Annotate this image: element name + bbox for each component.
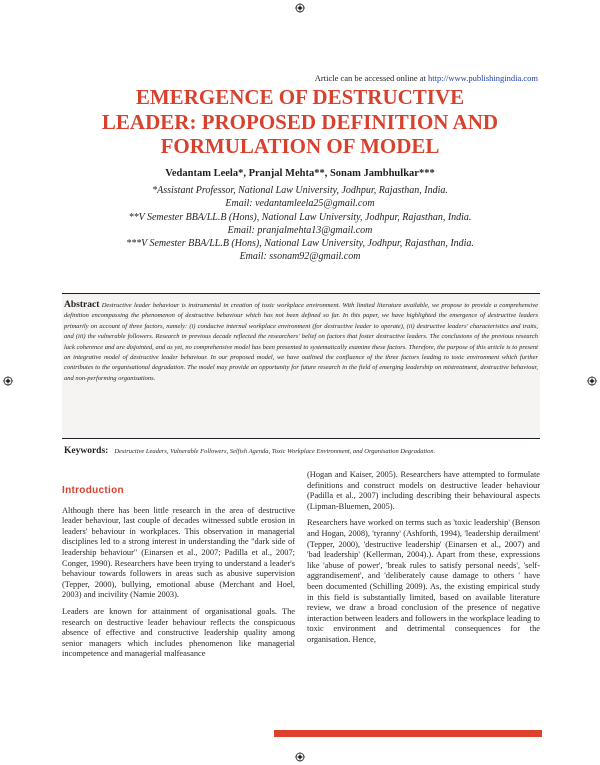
abstract-label: Abstract	[64, 300, 100, 310]
body-paragraph: Researchers have worked on terms such as 'toxic leadership' (Benson and Hogan, 2008), 'tyranny' (Ashforth, 1994), 'leadership derailment' (Tepper, 2000), 'destructive leadership' (Einarsen et al., 2007) and 'bad leadership' (Kellerman, 2004).). Apart from these, expressions like 'abuse of power', 'break rules to satisfy personal needs', 'self-aggrandisement', and 'deliberately cause damage to others ' have been documented (Schilling 2009). As, the existing empirical study in this field is substantially limited, based on available literature review, we draw a broad conclusion of the presence of negative interaction between leaders and followers in the workplace leading to toxic environment and detrimental consequences for the organisation. Hence,	[307, 518, 540, 644]
keywords-text: Destructive Leaders, Vulnerable Followers, Selfish Agenda, Toxic Workplace Environment, and Organisation Degradation.	[114, 448, 436, 455]
abstract-text: Destructive leader behaviour is instrumental in creation of toxic workplace environment. With limited literature available, we propose to provide a comprehensive definition encompassing the phenomenon of destructive behaviour which has not been defined so far. In this paper, we have highlighted the emergence of destructive leaders primarily on account of three factors, namely: (i) conducive internal workplace environment (for destructive leader to operate), (ii) destructive leaders' characteristics and traits, and (iii) the vulnerable followers. Research in previous decade reflected the researchers' belief on factors that foster destructive leaders. The conclusions of the previous research lack coherence and are disjointed, and as yet, no comprehensive model has been presented to systematically examine these factors. Therefore, the purpose of this article is to present an integrative model of destructive leader behaviour. In our proposed model, we have outlined the confluence of the three factors leading to toxic environment which further contributes to the organisational degradation. The model may provide an opportunity for future research in the field of emerging leadership on mistreatment, destructive behaviour, and non-performing organisations.	[64, 302, 539, 382]
keywords-label: Keywords:	[64, 446, 109, 456]
affiliation-line: ***V Semester BBA/LL.B (Hons), National Law University, Jodhpur, Rajasthan, India.	[126, 238, 474, 250]
abstract-box	[62, 293, 540, 439]
body-column-right	[307, 470, 540, 652]
registration-mark-icon	[3, 376, 13, 386]
body-paragraph: Leaders are known for attainment of organisational goals. The research on destructive leader behaviour reflects the conspicuous absence of effective and constructive leadership quality among senior managers which includes phenomenon like managerial incompetence and managerial malfeasance	[62, 606, 295, 659]
body-paragraph: Although there has been little research in the area of destructive leader behaviour, last couple of decades witnessed subtle erosion in leaders' behaviour in workplaces. This observation in managerial disciplines led to a strong interest in understanding the "dark side of leadership behaviour" (Einarsen et al., 2007; Padilla et al., 2007; Conger, 1990). Researchers have been trying to understand a leader's behaviour towards followers in areas such as abusive supervision (Tepper, 2000), bullying, emotional abuse (Merchant and Hoel, 2003) and incivility (Namie 2003).	[62, 505, 295, 600]
body-column-left	[62, 470, 295, 666]
author-list: Vedantam Leela*, Pranjal Mehta**, Sonam Jambhulkar***	[165, 168, 435, 179]
title-line: EMERGENCE OF DESTRUCTIVE	[135, 85, 465, 109]
email-line: Email: ssonam92@gmail.com	[239, 251, 361, 263]
affiliation-line: **V Semester BBA/LL.B (Hons), National Law University, Jodhpur, Rajasthan, India.	[128, 211, 472, 223]
registration-mark-icon	[587, 376, 597, 386]
registration-mark-icon	[295, 752, 305, 762]
paper-title	[60, 85, 540, 159]
title-line: LEADER: PROPOSED DEFINITION AND	[101, 109, 499, 134]
title-line: FORMULATION OF MODEL	[160, 134, 440, 158]
section-heading: Introduction	[62, 485, 124, 496]
access-prefix: Article can be accessed online at	[314, 73, 429, 83]
keywords	[64, 446, 544, 456]
publisher-link[interactable]: http://www.publishingindia.com	[428, 73, 538, 83]
registration-mark-icon	[295, 3, 305, 13]
footer-accent-bar	[274, 730, 542, 737]
body-paragraph: (Hogan and Kaiser, 2005). Researchers have attempted to formulate definitions and construct models on destructive leader behaviour (Padilla et al., 2007) including describing their behavioural aspects (Lipman-Bluemen, 2005).	[307, 470, 540, 511]
affiliations	[60, 184, 540, 264]
access-line	[315, 73, 538, 83]
affiliation-line: *Assistant Professor, National Law University, Jodhpur, Rajasthan, India.	[152, 185, 448, 196]
email-line: Email: vedantamleela25@gmail.com	[225, 198, 375, 210]
email-line: Email: pranjalmehta13@gmail.com	[227, 224, 373, 236]
